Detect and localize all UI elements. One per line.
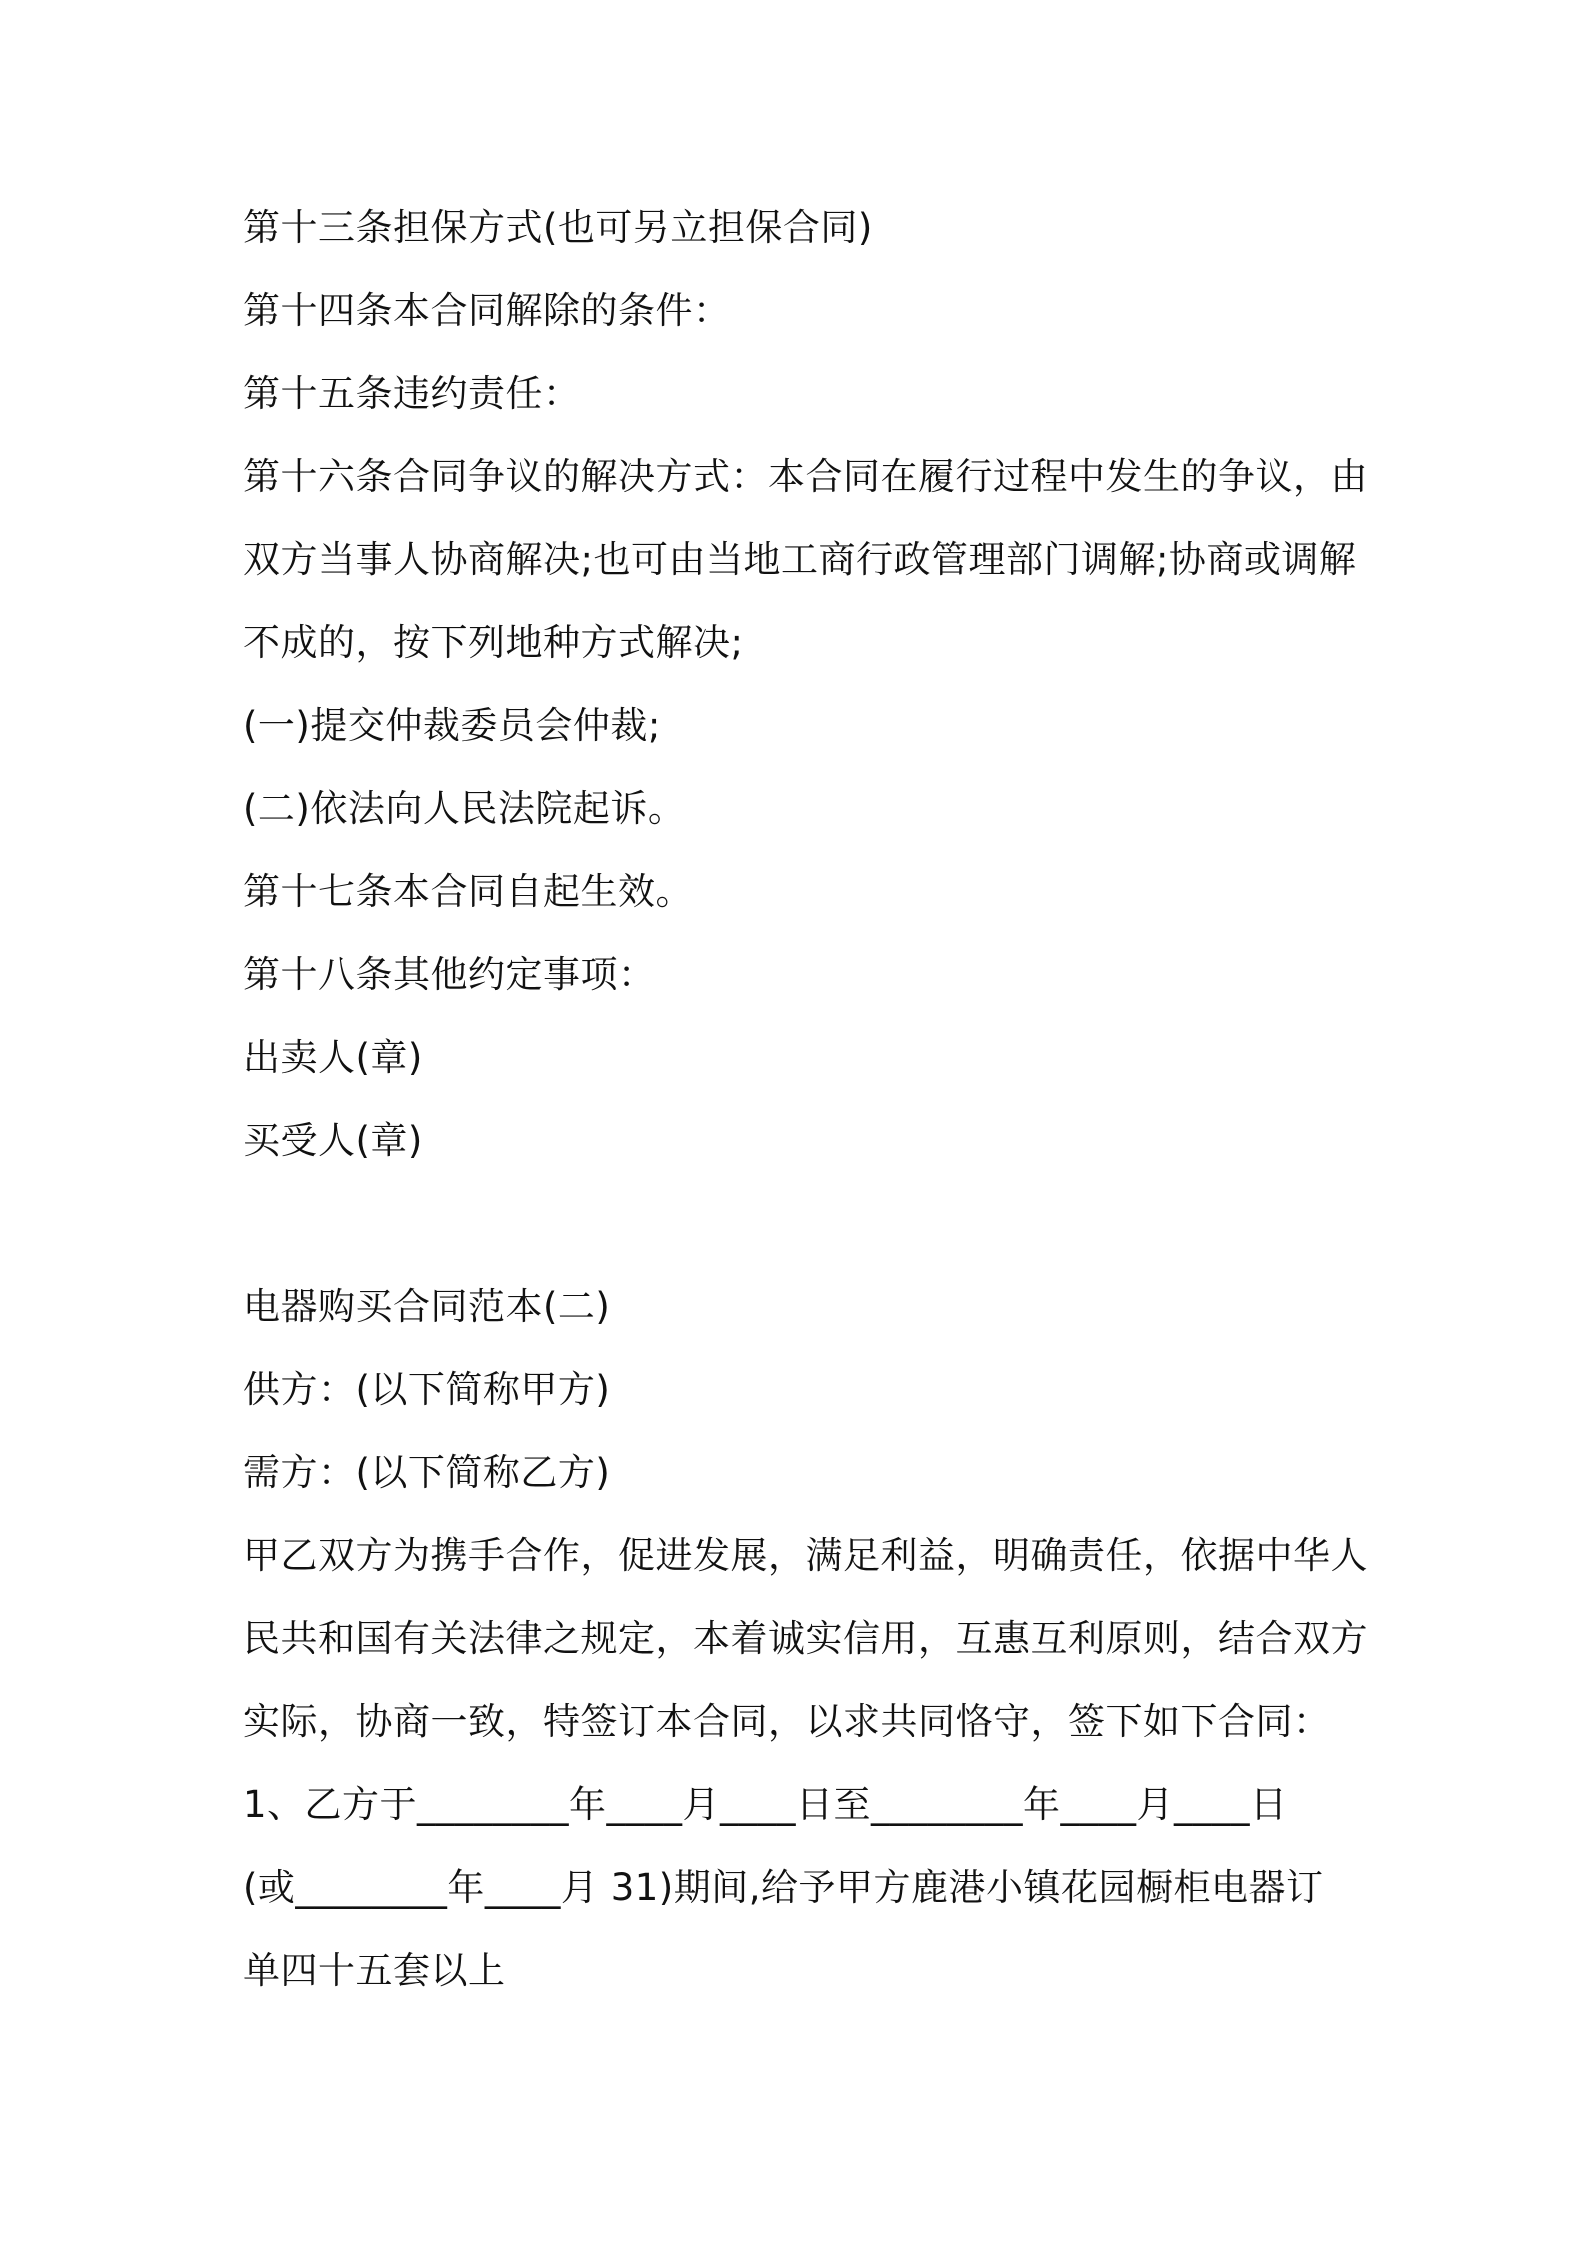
seller-seal: 出卖人(章) (243, 1036, 423, 1079)
clause-16-line-3: 不成的，按下列地种方式解决; (243, 621, 744, 664)
clause-18: 第十八条其他约定事项： (243, 953, 656, 996)
section-2-title: 电器购买合同范本(二) (243, 1285, 611, 1328)
buyer-seal: 买受人(章) (243, 1119, 423, 1162)
intro-line-1: 甲乙双方为携手合作，促进发展，满足利益，明确责任，依据中华人 (243, 1534, 1368, 1577)
intro-line-3: 实际，协商一致，特签订本合同，以求共同恪守，签下如下合同： (243, 1700, 1331, 1743)
clause-17: 第十七条本合同自起生效。 (243, 870, 693, 913)
dispute-option-2: (二)依法向人民法院起诉。 (243, 787, 686, 830)
clause-13: 第十三条担保方式(也可另立担保合同) (243, 206, 873, 249)
item-1-line-3: 单四十五套以上 (243, 1949, 506, 1992)
clause-15: 第十五条违约责任： (243, 372, 581, 415)
clause-16-line-2: 双方当事人协商解决;也可由当地工商行政管理部门调解;协商或调解 (243, 538, 1357, 581)
clause-16-line-1: 第十六条合同争议的解决方式：本合同在履行过程中发生的争议，由 (243, 455, 1368, 498)
item-1-line-2: (或________年____月 31)期间,给予甲方鹿港小镇花园橱柜电器订 (243, 1866, 1324, 1909)
clause-14: 第十四条本合同解除的条件： (243, 289, 731, 332)
item-1-line-1: 1、乙方于________年____月____日至________年____月____日 (243, 1783, 1288, 1826)
supplier-line: 供方：(以下简称甲方) (243, 1368, 611, 1411)
intro-line-2: 民共和国有关法律之规定，本着诚实信用，互惠互利原则，结合双方 (243, 1617, 1368, 1660)
demander-line: 需方：(以下简称乙方) (243, 1451, 611, 1494)
dispute-option-1: (一)提交仲裁委员会仲裁; (243, 704, 661, 747)
